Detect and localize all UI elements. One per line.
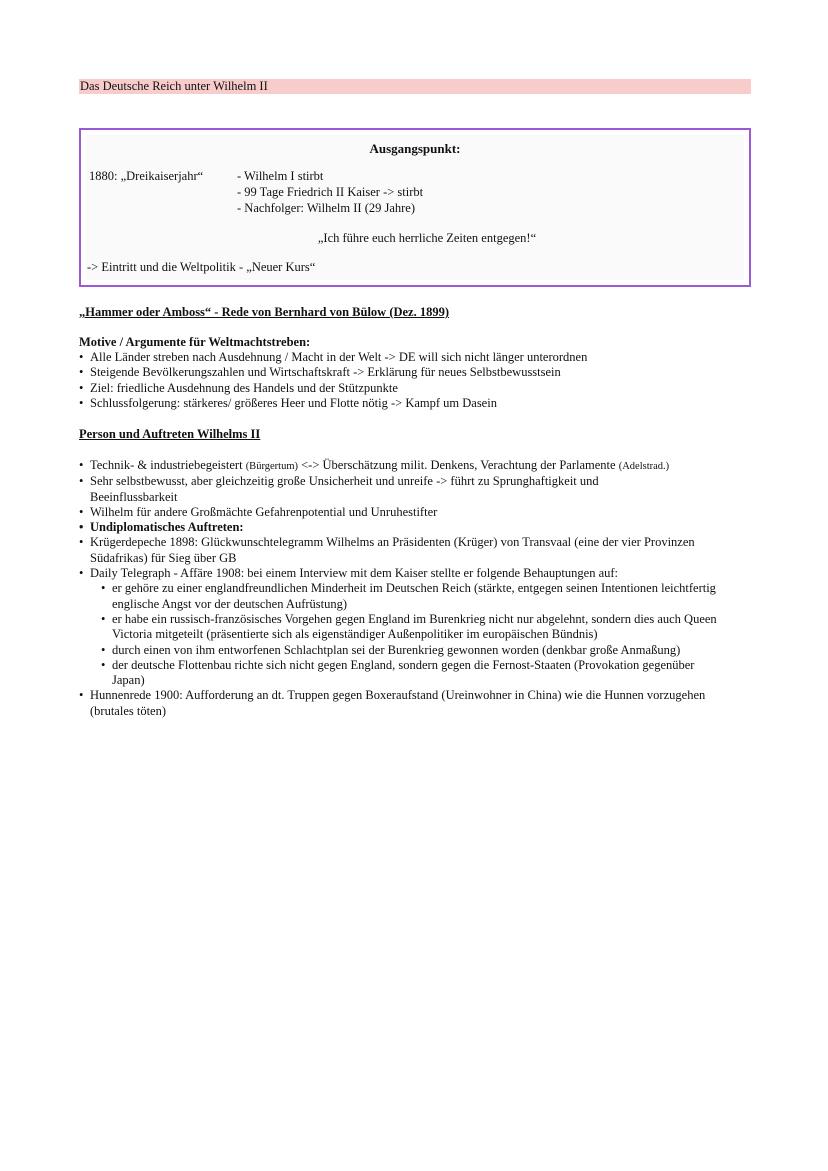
item-text: <-> Überschätzung milit. Denkens, Verachtung der Parlamente [297,458,619,472]
event-2: - 99 Tage Friedrich II Kaiser -> stirbt [237,185,424,199]
starting-point-box [79,128,751,287]
list-item: • Sehr selbstbewusst, aber gleichzeitig große Unsicherheit und unreife -> führt zu Sprunghaftigkeit und Beeinflussbarkeit [79,474,650,505]
list-item: • Krügerdepeche 1898: Glückwunschtelegramm Wilhelms an Präsidenten (Krüger) von Transvaal (eine der vier Provinzen Südafrikas) für Sieg über GB [79,535,715,566]
section-person-heading: Person und Auftreten Wilhelms II [79,427,261,441]
section-bulow-heading: „Hammer oder Amboss“ - Rede von Bernhard von Bülow (Dez. 1899) [79,305,450,319]
sub-list-item: • er habe ein russisch-französisches Vorgehen gegen England im Burenkrieg nicht nur abgelehnt, sondern dies auch Queen Victoria mitgeteilt (präsentierte sich als eigenständiger Außenpolitiker im europäischen Bündnis) [101,612,752,643]
item-text: Daily Telegraph - Affäre 1908: bei einem Interview mit dem Kaiser stellte er folgende Behauptungen auf: [90,566,618,581]
item-text: Technik- & industriebegeistert [90,458,246,472]
list-item: • Hunnenrede 1900: Aufforderung an dt. Truppen gegen Boxeraufstand (Ureinwohner in China) wie die Hunnen vorzugehen (brutales töten) [79,688,730,719]
item-note: (Bürgertum) [245,461,298,472]
sub-list [90,581,759,688]
list-item: • Alle Länder streben nach Ausdehnung / Macht in der Welt -> DE will sich nicht länger unterordnen [79,350,759,365]
event-1: - Wilhelm I stirbt [237,169,324,183]
year-label: 1880: „Dreikaiserjahr“ [89,169,204,183]
quote: „Ich führe euch herrliche Zeiten entgegen!“ [317,231,537,245]
list-item [79,458,759,474]
person-list [79,458,759,719]
list-item [79,566,759,688]
event-3: - Nachfolger: Wilhelm II (29 Jahre) [237,201,416,215]
document-title: Das Deutsche Reich unter Wilhelm II [79,79,751,94]
list-item: • Ziel: friedliche Ausdehnung des Handels und der Stützpunkte [79,381,759,396]
sub-list-item: • durch einen von ihm entworfenen Schlachtplan sei der Burenkrieg gewonnen worden (denkbar große Anmaßung) [101,643,759,658]
list-item: • Undiplomatisches Auftreten: [79,520,759,535]
sub-list-item: • er gehöre zu einer englandfreundlichen Minderheit im Deutschen Reich (stärkte, entgegen seinen Intentionen leichtfertig englische Angst vor der deutschen Aufrüstung) [101,581,737,612]
list-item: • Wilhelm für andere Großmächte Gefahrenpotential und Unruhestifter [79,505,759,520]
box-footer: -> Eintritt und die Weltpolitik - „Neuer Kurs“ [87,260,316,274]
item-note: (Adelstrad.) [618,461,670,472]
sub-list-item: • der deutsche Flottenbau richte sich nicht gegen England, sondern gegen die Fernost-Staaten (Provokation gegenüber Japan) [101,658,722,689]
list-item: • Schlussfolgerung: stärkeres/ größeres Heer und Flotte nötig -> Kampf um Dasein [79,396,759,411]
list-item: • Steigende Bevölkerungszahlen und Wirtschaftskraft -> Erklärung für neues Selbstbewusstsein [79,365,759,380]
motives-list [79,350,759,411]
starting-point-box-inner [86,135,744,280]
motives-heading: Motive / Argumente für Weltmachtstreben: [79,335,311,349]
box-heading: Ausgangspunkt: [369,141,461,156]
